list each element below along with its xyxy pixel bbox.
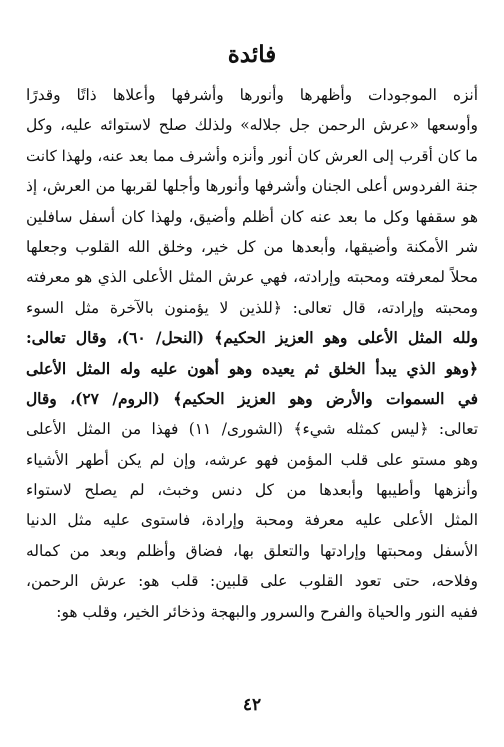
- text-line: ﴿وهو الذي يبدأ الخلق ثم يعيده وهو أهون عليه وله المثل الأعلى: [26, 359, 478, 378]
- text-line: المثل الأعلى عليه معرفة ومحبة وإرادة، فاستوى عليه مثل الدنيا: [26, 511, 478, 530]
- text-line: جنة الفردوس أعلى الجنان وأشرفها وأنورها وأجلها لقربها من العرش، إذ: [26, 177, 478, 196]
- text-line: وهو مستو على قلب المؤمن فهو عرشه، وإن لم يكن أطهر الأشياء: [26, 450, 478, 469]
- text-line: شر الأمكنة وأضيقها، وأبعدها من كل خير، وخلق الله القلوب وجعلها: [26, 237, 478, 256]
- page-number: ٤٢: [242, 695, 262, 715]
- text-line: محلاً لمعرفته ومحبته وإرادته، فهي عرش المثل الأعلى الذي هو معرفته: [26, 268, 478, 287]
- text-line: في السموات والأرض وهو العزيز الحكيم﴾ (الروم/ ٢٧)، وقال: [26, 389, 478, 408]
- text-line: الأسفل ومحبتها وإرادتها والتعلق بها، فضاق وأظلم وبعد من كماله: [26, 541, 478, 560]
- text-line: هو سقفها وكل ما بعد عنه كان أظلم وأضيق، ولهذا كان أسفل سافلين: [26, 207, 478, 226]
- text-line: وأنزهها وأطيبها وأبعدها من كل دنس وخبث، لم يصلح لاستواء: [26, 481, 478, 500]
- text-line: أنزه الموجودات وأظهرها وأنورها وأشرفها وأعلاها ذاتًا وقدرًا: [26, 86, 478, 104]
- body-text: [26, 80, 478, 627]
- text-line: ما كان أقرب إلى العرش كان أنور وأنزه وأشرف مما بعد عنه، ولهذا كانت: [26, 146, 478, 165]
- text-line: ومحبته وإرادته، قال تعالى: ﴿للذين لا يؤمنون بالآخرة مثل السوء: [26, 298, 478, 317]
- text-line: وأوسعها «عرش الرحمن جل جلاله» ولذلك صلح لاستوائه عليه، وكل: [26, 116, 478, 135]
- text-line: تعالى: ﴿ليس كمثله شيء﴾ (الشورى/ ١١) فهذا من المثل الأعلى: [26, 420, 478, 439]
- text-line: ولله المثل الأعلى وهو العزيز الحكيم﴾ (النحل/ ٦٠)، وقال تعالى:: [26, 329, 478, 348]
- text-line: وفلاحه، حتى تعود القلوب على قلبين: قلب هو: عرش الرحمن،: [26, 572, 478, 591]
- section-heading: فائدة: [227, 41, 277, 68]
- text-line: ففيه النور والحياة والفرح والسرور والبهجة وذخائر الخير، وقلب هو:: [56, 602, 478, 621]
